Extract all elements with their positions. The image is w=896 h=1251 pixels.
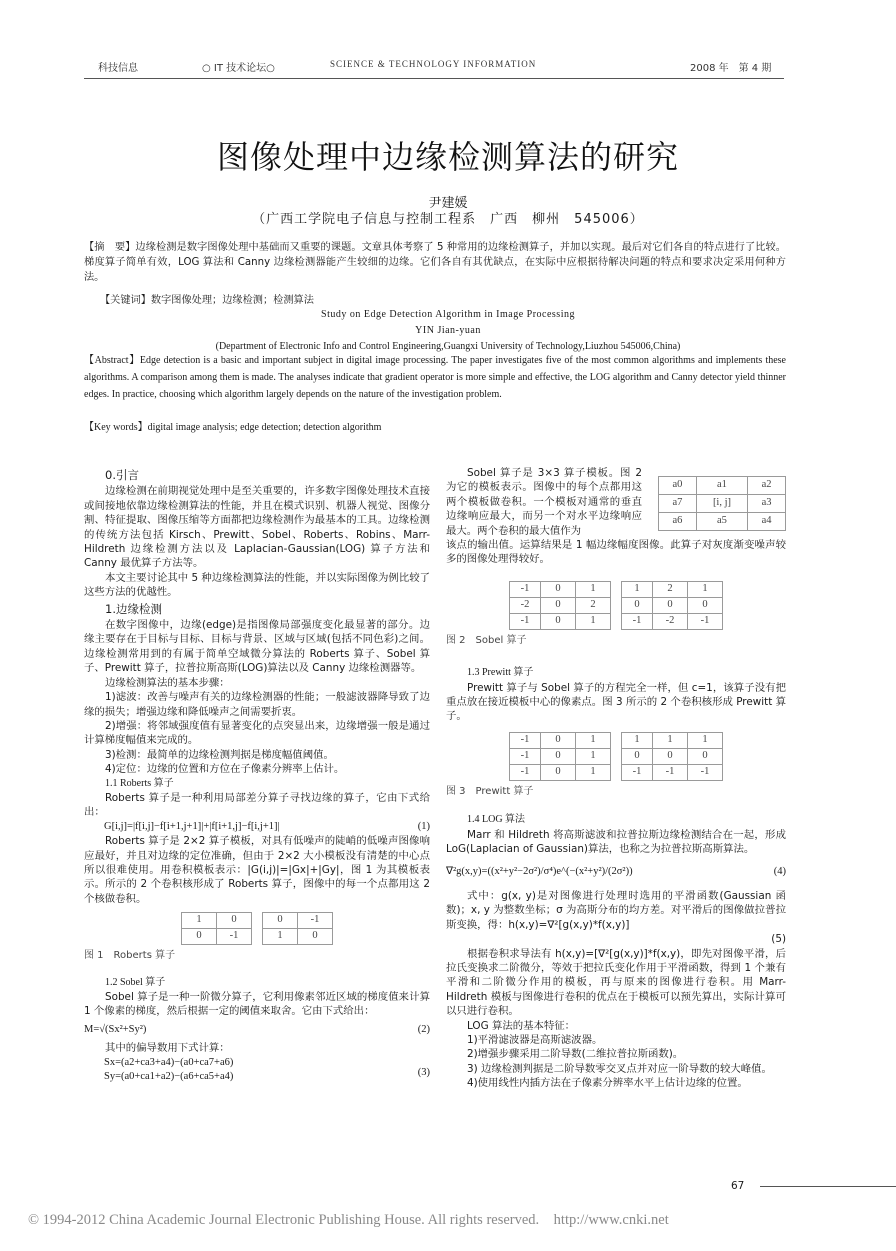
kernel-cell: -1 — [688, 764, 723, 780]
kernel-cell: -1 — [653, 764, 688, 780]
left-column — [84, 466, 430, 1084]
kernel-cell: -1 — [622, 613, 653, 629]
kernel-cell: -1 — [510, 732, 541, 748]
prewitt-kernel-x — [509, 732, 611, 781]
kernel-cell: 1 — [622, 732, 653, 748]
kernel-cell: 1 — [182, 913, 217, 929]
kernel-cell: 1 — [576, 764, 611, 780]
paragraph: 在数字图像中，边缘(edge)是指图像局部强度变化最显著的部分。边缘主要存在于目标与目标、目标与背景、区域与区域(包括不同色彩)之间。边缘检测常用到的有属于简单空域微分算法的 Roberts 算子、Sobel 算子、Prewitt 算子，拉普拉斯高斯(LOG)算法以及 Canny 边缘检测器等。 — [84, 619, 430, 675]
formula-3 — [84, 1056, 430, 1085]
kernel-cell: 0 — [653, 748, 688, 764]
prewitt-kernel-y — [621, 732, 723, 781]
journal-english-name: SCIENCE & TECHNOLOGY INFORMATION — [330, 59, 537, 69]
grid-cell: a5 — [696, 513, 747, 531]
kernel-cell: 1 — [653, 732, 688, 748]
kernel-cell: -2 — [510, 597, 541, 613]
roberts-kernel-x — [181, 912, 252, 945]
page-number: 67 — [731, 1180, 745, 1192]
paragraph: 该点的输出值。运算结果是 1 幅边缘幅度图像。此算子对灰度渐变噪声较多的图像处理得较好。 — [446, 539, 786, 566]
figure-3 — [446, 732, 786, 781]
kernel-cell: 1 — [622, 581, 653, 597]
abstract-chinese: 【摘 要】边缘检测是数字图像处理中基础而又重要的课题。文章具体考察了 5 种常用的边缘检测算子，并加以实现。最后对它们各自的特点进行了比较。梯度算子简单有效，LOG 算法和 Canny 边缘检测器能产生较细的边缘。它们各自有其优缺点，在实际中应根据待解决问题的特点和要求决定采用何种方法。 — [84, 242, 786, 283]
paragraph: 1)平滑滤波器是高斯滤波器。 — [467, 1033, 603, 1046]
kernel-cell: 0 — [182, 929, 217, 945]
kernel-cell: -1 — [217, 929, 252, 945]
paper-title: 图像处理中边缘检测算法的研究 — [216, 138, 679, 176]
paragraph: 2)增强：将邻域强度值有显著变化的点突显出来，边缘增强一般是通过计算梯度幅值来完成的。 — [84, 719, 430, 747]
kernel-cell: 0 — [622, 748, 653, 764]
paragraph: 边缘检测算法的基本步骤： — [105, 676, 230, 689]
kernel-cell: 0 — [541, 764, 576, 780]
kernel-cell: -2 — [653, 613, 688, 629]
grid-cell: a2 — [748, 477, 786, 495]
grid-cell: a3 — [748, 495, 786, 513]
header-rule — [84, 78, 784, 79]
kernel-cell: 2 — [653, 581, 688, 597]
kernel-cell: 0 — [217, 913, 252, 929]
kernel-cell: 0 — [541, 613, 576, 629]
kernel-cell: -1 — [298, 913, 333, 929]
kernel-cell: 0 — [541, 597, 576, 613]
paragraph: Marr 和 Hildreth 将高斯滤波和拉普拉斯边缘检测结合在一起，形成 LoG(Laplacian of Gaussian)算法，也称之为拉普拉斯高斯算法。 — [446, 828, 786, 856]
keywords-english: 【Key words】digital image analysis; edge detection; detection algorithm — [84, 422, 382, 433]
kernel-cell: 2 — [576, 597, 611, 613]
kernel-cell: 0 — [541, 581, 576, 597]
grid-cell: a6 — [659, 513, 697, 531]
grid-cell: a1 — [696, 477, 747, 495]
copyright-footer: © 1994-2012 China Academic Journal Electronic Publishing House. All rights reserved. http://www.cnki.net — [28, 1212, 669, 1228]
paper-affiliation: （广西工学院电子信息与控制工程系 广西 柳州 545006） — [252, 212, 644, 227]
kernel-cell: 1 — [263, 929, 298, 945]
sobel-kernel-x — [509, 581, 611, 630]
formula-text: Sy=(a0+ca1+a2)−(a6+ca5+a4) — [104, 1071, 234, 1083]
kernel-cell: 0 — [653, 597, 688, 613]
english-title: Study on Edge Detection Algorithm in Image Processing — [321, 309, 575, 320]
kernel-cell: 1 — [688, 732, 723, 748]
paragraph: 本文主要讨论其中 5 种边缘检测算法的性能，并以实际图像为例比较了这些方法的优越性。 — [84, 571, 430, 599]
kernel-cell: 0 — [263, 913, 298, 929]
sobel-kernel-y — [621, 581, 723, 630]
subsection-heading: 1.3 Prewitt 算子 — [467, 667, 534, 679]
kernel-cell: 0 — [541, 748, 576, 764]
formula-text: G[i,j]=|f[i,j]−f[i+1,j+1]|+|f[i+1,j]−f[i,j+1]| — [104, 820, 280, 832]
figure-1-caption: 图 1 Roberts 算子 — [84, 950, 176, 962]
kernel-cell: -1 — [622, 764, 653, 780]
english-affiliation: (Department of Electronic Info and Control Engineering,Guangxi University of Technology,Liuzhou 545006,China) — [215, 341, 681, 352]
paragraph: 3) 边缘检测判据是二阶导数零交叉点并对应一阶导数的较大峰值。 — [467, 1062, 772, 1075]
paragraph: 式中：g(x, y)是对图像进行处理时选用的平滑函数(Gaussian 函数)；x, y 为整数坐标；σ 为高斯分布的均方差。对平滑后的图像做拉普拉斯变换，得：h(x,y)=∇²[g(x,y)*f(x,y)] — [446, 889, 786, 931]
kernel-cell: 1 — [576, 732, 611, 748]
subsection-heading: 1.2 Sobel 算子 — [105, 976, 166, 988]
paragraph: Sobel 算子是一种一阶微分算子，它利用像素邻近区域的梯度值来计算 1 个像素的梯度，然后根据一定的阈值来取舍。它由下式给出： — [84, 991, 430, 1018]
kernel-cell: 0 — [298, 929, 333, 945]
paragraph: 1)滤波：改善与噪声有关的边缘检测器的性能；一般滤波器降导致了边缘的损失；增强边缘和降低噪声之间需要折衷。 — [84, 691, 430, 718]
paragraph: Sobel 算子是 3×3 算子模板。图 2 为它的模板表示。图像中的每个点都用这两个模板做卷积。一个模板对通常的垂直边缘响应最大，而另一个对水平边缘响应最大。两个卷积的最大值作为 — [446, 467, 642, 537]
formula-text: Sx=(a2+ca3+a4)−(a0+ca7+a6) — [104, 1056, 234, 1068]
figure-2-caption: 图 2 Sobel 算子 — [446, 634, 527, 646]
formula-2 — [84, 1023, 430, 1037]
subsection-heading: 1.4 LOG 算法 — [467, 814, 526, 826]
paragraph: 边缘检测在前期视觉处理中是至关重要的，许多数字图像处理技术直接或间接地依靠边缘检测算法的性能，并且在模式识别、机器人视觉、图像分割、特征提取、图像压缩等方面都把边缘检测作为最基本的工具。边缘检测的传统方法包括 Kirsch、Prewitt、Sobel、Roberts、Robins、Marr-Hildreth 边缘检测方法以及 Laplacian-Gaussian(LOG) 算子方法和 Canny 最优算子方法等。 — [84, 485, 430, 570]
column-name: ○ IT 技术论坛○ — [202, 63, 275, 74]
formula-text: M=√(Sx²+Sy²) — [84, 1023, 147, 1035]
kernel-cell: 0 — [688, 748, 723, 764]
section-heading: 1.边缘检测 — [105, 601, 162, 616]
formula-4 — [446, 865, 786, 879]
right-column — [446, 466, 786, 1091]
formula-number: (4) — [773, 865, 786, 877]
grid-cell: a7 — [659, 495, 697, 513]
kernel-cell: -1 — [688, 613, 723, 629]
paragraph: 4)定位：边缘的位置和方位在子像素分辨率上估计。 — [105, 763, 345, 776]
formula-number: (1) — [417, 820, 430, 832]
figure-2 — [446, 581, 786, 630]
formula-number: (3) — [417, 1066, 430, 1078]
figure-1 — [84, 912, 430, 945]
kernel-cell: -1 — [510, 764, 541, 780]
paper-author: 尹建媛 — [428, 196, 468, 211]
abstract-english: 【Abstract】Edge detection is a basic and important subject in digital image processing. The paper investigates five of the most common algorithms and implements these algorithms. A comparison among them is made. The analyses indicate that gradient operator is more simple and effective, the LOG algorithm and Canny detector yield thinner edges. In practice, choosing which algorithm largely depends on the nature of the investigation problem. — [84, 355, 786, 400]
formula-number: (5) — [771, 933, 786, 946]
paragraph: 3)检测：最简单的边缘检测判据是梯度幅值阈值。 — [105, 748, 334, 761]
journal-name: 科技信息 — [98, 63, 138, 74]
paragraph: Roberts 算子是一种利用局部差分算子寻找边缘的算子，它由下式给出： — [84, 791, 430, 819]
figure-3-caption: 图 3 Prewitt 算子 — [446, 785, 534, 797]
kernel-cell: -1 — [510, 581, 541, 597]
kernel-cell: 1 — [576, 581, 611, 597]
neighborhood-grid — [658, 476, 786, 531]
paragraph: LOG 算法的基本特征： — [467, 1019, 576, 1032]
paragraph: 其中的偏导数用下式计算： — [105, 1042, 230, 1055]
formula-1 — [84, 820, 430, 834]
kernel-cell: 1 — [576, 748, 611, 764]
kernel-cell: -1 — [510, 748, 541, 764]
issue-info: 2008 年 第 4 期 — [690, 63, 772, 74]
english-author: YIN Jian-yuan — [415, 325, 481, 336]
kernel-cell: 1 — [688, 581, 723, 597]
paragraph: 2)增强步骤采用二阶导数(二维拉普拉斯函数)。 — [467, 1048, 684, 1061]
formula-number: (2) — [417, 1023, 430, 1035]
subsection-heading: 1.1 Roberts 算子 — [105, 777, 174, 789]
section-heading: 0.引言 — [105, 468, 139, 482]
kernel-cell: 1 — [576, 613, 611, 629]
roberts-kernel-y — [262, 912, 333, 945]
kernel-cell: -1 — [510, 613, 541, 629]
paragraph: Roberts 算子是 2×2 算子模板，对具有低噪声的陡峭的低噪声图像响应最好，并且对边缘的定位准确，但由于 2×2 大小模板没有清楚的中心点所以很难使用。用卷积模板表示：|G(i,j)|=|Gx|+|Gy|，图 1 为其模板表示。所示的 2 个卷积核形成了 Roberts 算子，图像中的每一个点都用这 2 个核做卷积。 — [84, 835, 430, 905]
formula-text: ∇²g(x,y)=((x²+y²−2σ²)/σ⁴)e^(−(x²+y²)/(2σ²)) — [446, 865, 633, 877]
grid-cell: [i, j] — [696, 495, 747, 513]
page-number-rule — [760, 1186, 896, 1187]
kernel-cell: 0 — [541, 732, 576, 748]
paragraph: 根据卷积求导法有 h(x,y)=[∇²[g(x,y)]*f(x,y)，即先对图像平滑，后拉氏变换求二阶微分，等效于把拉氏变化作用于平滑函数，得到 1 个兼有平滑和二阶微分作用的模板，再与原来的图像进行卷积。用 Marr-Hildreth 模板与图像进行卷积的优点在于模板可以预先算出，实际计算可以只进行卷积。 — [446, 947, 786, 1018]
grid-cell: a0 — [659, 477, 697, 495]
keywords-chinese: 【关键词】数字图像处理；边缘检测；检测算法 — [100, 295, 314, 306]
paragraph: Prewitt 算子与 Sobel 算子的方程完全一样，但 c=1，该算子没有把重点放在接近模板中心的像素点。图 3 所示的 2 个卷积核形成 Prewitt 算子。 — [446, 681, 786, 723]
kernel-cell: 0 — [622, 597, 653, 613]
grid-cell: a4 — [748, 513, 786, 531]
paragraph: 4)使用线性内插方法在子像素分辨率水平上估计边缘的位置。 — [467, 1077, 748, 1090]
kernel-cell: 0 — [688, 597, 723, 613]
